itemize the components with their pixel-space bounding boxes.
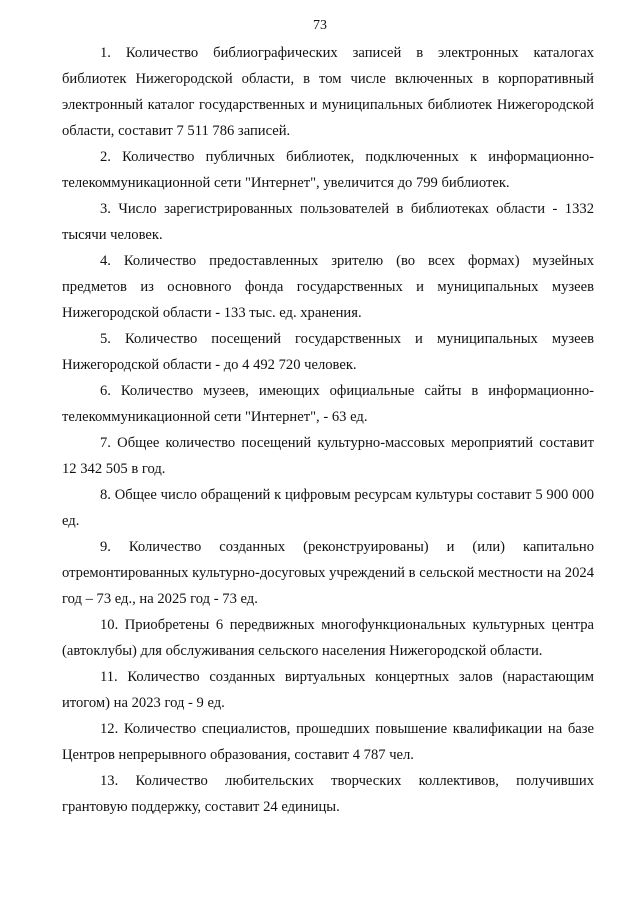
list-item-13: 13. Количество любительских творческих коллективов, получивших грантовую поддержку, составит 24 единицы. xyxy=(62,773,594,815)
list-item-5: 5. Количество посещений государственных и муниципальных музеев Нижегородской области - до 4 492 720 человек. xyxy=(62,331,594,373)
list-item-8: 8. Общее число обращений к цифровым ресурсам культуры составит 5 900 000 ед. xyxy=(62,487,594,529)
list-item-3: 3. Число зарегистрированных пользователей в библиотеках области - 1332 тысячи человек. xyxy=(62,201,594,243)
page-number: 73 xyxy=(313,18,327,33)
list-item-2: 2. Количество публичных библиотек, подключенных к информационно-телекоммуникационной сети "Интернет", увеличится до 799 библиотек. xyxy=(62,149,594,191)
list-item-12: 12. Количество специалистов, прошедших повышение квалификации на базе Центров непрерывного образования, составит 4 787 чел. xyxy=(62,721,594,763)
list-item-11: 11. Количество созданных виртуальных концертных залов (нарастающим итогом) на 2023 год - 9 ед. xyxy=(62,669,594,711)
list-item-7: 7. Общее количество посещений культурно-массовых мероприятий составит 12 342 505 в год. xyxy=(62,435,594,477)
list-item-9: 9. Количество созданных (реконструированы) и (или) капитально отремонтированных культурно-досуговых учреждений в сельской местности на 2024 год – 73 ед., на 2025 год - 73 ед. xyxy=(62,539,594,607)
document-body xyxy=(62,40,594,820)
list-item-10: 10. Приобретены 6 передвижных многофункциональных культурных центра (автоклубы) для обслуживания сельского населения Нижегородской области. xyxy=(62,617,594,659)
list-item-6: 6. Количество музеев, имеющих официальные сайты в информационно-телекоммуникационной сети "Интернет", - 63 ед. xyxy=(62,383,594,425)
list-item-1: 1. Количество библиографических записей в электронных каталогах библиотек Нижегородской области, в том числе включенных в корпоративный электронный каталог государственных и муниципальных библиотек Нижегородской области, составит 7 511 786 записей. xyxy=(62,45,594,139)
list-item-4: 4. Количество предоставленных зрителю (во всех формах) музейных предметов из основного фонда государственных и муниципальных музеев Нижегородской области - 133 тыс. ед. хранения. xyxy=(62,253,594,321)
